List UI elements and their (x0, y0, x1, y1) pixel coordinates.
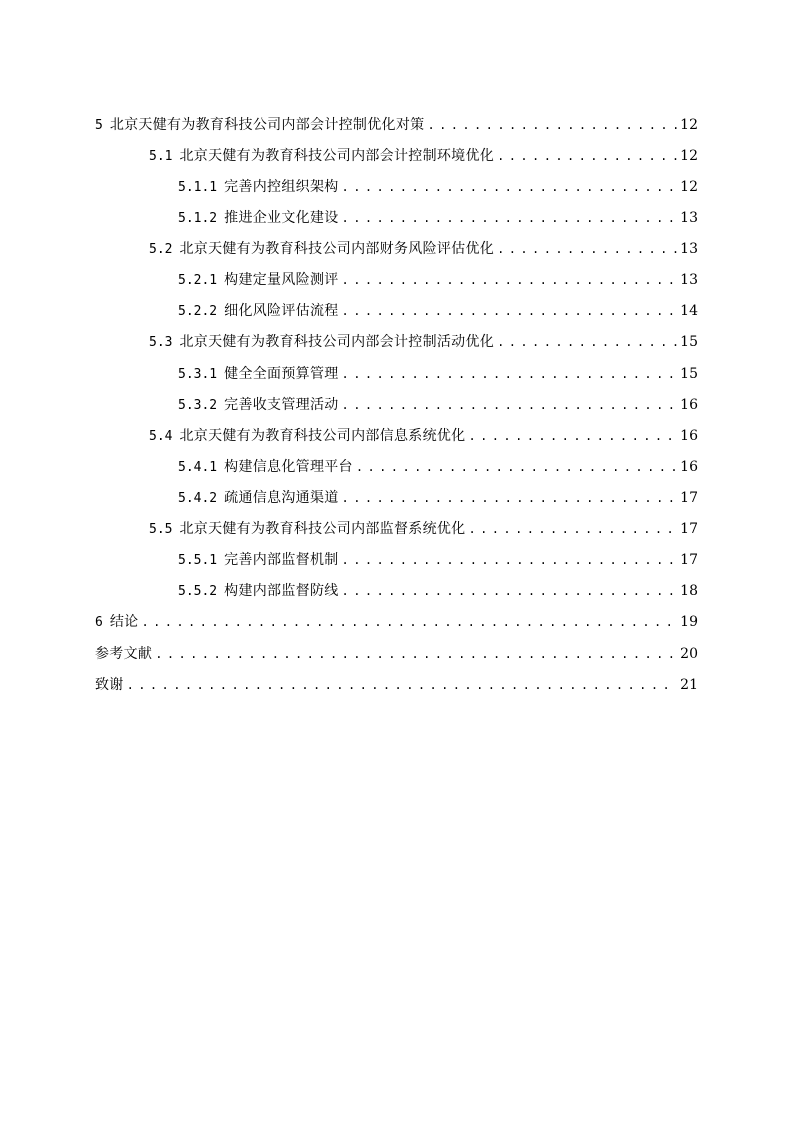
toc-title: 推进企业文化建设 (224, 210, 339, 226)
dot-leader (342, 362, 678, 386)
toc-page-number: 16 (680, 459, 698, 475)
toc-title: 构建定量风险测评 (224, 272, 339, 288)
dot-leader (342, 299, 678, 323)
toc-entry-6[interactable] (95, 610, 698, 634)
toc-entry-5-5[interactable] (149, 517, 698, 541)
dot-leader (342, 393, 678, 417)
toc-entry-5-5-2[interactable] (178, 579, 698, 603)
toc-title: 构建内部监督防线 (224, 583, 339, 599)
toc-number: 5.1 (149, 149, 173, 164)
toc-title: 细化风险评估流程 (224, 303, 339, 319)
toc-title: 构建信息化管理平台 (224, 459, 353, 475)
toc-number: 5.2.1 (178, 273, 218, 288)
toc-page-number: 15 (680, 366, 698, 382)
toc-page-number: 12 (680, 148, 698, 164)
toc-entry-5-3-2[interactable] (178, 393, 698, 417)
toc-number: 5.1.1 (178, 180, 218, 195)
dot-leader (468, 424, 677, 448)
toc-number: 5.5.2 (178, 584, 218, 599)
toc-number: 5.4.2 (178, 491, 218, 506)
toc-title: 致谢 (95, 677, 124, 693)
toc-page-number: 16 (680, 428, 698, 444)
toc-page-number: 13 (680, 241, 698, 257)
toc-number: 5.4.1 (178, 460, 218, 475)
toc-entry-5-1[interactable] (149, 144, 698, 168)
dot-leader (468, 517, 677, 541)
dot-leader (342, 579, 678, 603)
dot-leader (127, 673, 678, 697)
toc-entry-5-5-1[interactable] (178, 548, 698, 572)
toc-page-number: 18 (680, 583, 698, 599)
toc-page-number: 17 (680, 552, 698, 568)
dot-leader (342, 486, 678, 510)
toc-entry-5-3-1[interactable] (178, 362, 698, 386)
dot-leader (342, 206, 678, 230)
toc-number: 5.3 (149, 335, 173, 350)
toc-number: 5.3.1 (178, 367, 218, 382)
toc-number: 5 (95, 118, 103, 133)
toc-page-number: 17 (680, 490, 698, 506)
toc-page-number: 12 (680, 179, 698, 195)
toc-entry-5-4-2[interactable] (178, 486, 698, 510)
toc-title: 健全全面预算管理 (224, 366, 339, 382)
toc-page-number: 14 (680, 303, 698, 319)
toc-entry-5-2[interactable] (149, 237, 698, 261)
toc-page-number: 20 (680, 646, 698, 662)
toc-title: 参考文献 (95, 646, 153, 662)
toc-entry-5-2-1[interactable] (178, 268, 698, 292)
dot-leader (342, 548, 678, 572)
toc-title: 完善收支管理活动 (224, 397, 339, 413)
toc-title: 北京天健有为教育科技公司内部信息系统优化 (179, 428, 466, 444)
dot-leader (497, 144, 677, 168)
toc-title: 北京天健有为教育科技公司内部会计控制优化对策 (109, 117, 425, 133)
toc-number: 5.5.1 (178, 553, 218, 568)
toc-title: 北京天健有为教育科技公司内部监督系统优化 (179, 521, 466, 537)
toc-number: 5.2.2 (178, 304, 218, 319)
dot-leader (342, 268, 678, 292)
dot-leader (497, 237, 677, 261)
toc-entry-5-2-2[interactable] (178, 299, 698, 323)
toc-title: 北京天健有为教育科技公司内部财务风险评估优化 (179, 241, 495, 257)
toc-page-number: 17 (680, 521, 698, 537)
toc-title: 完善内控组织架构 (224, 179, 339, 195)
toc-number: 5.5 (149, 522, 173, 537)
toc-page-number: 13 (680, 272, 698, 288)
toc-title: 疏通信息沟通渠道 (224, 490, 339, 506)
dot-leader (141, 610, 677, 634)
dot-leader (427, 113, 677, 137)
dot-leader (342, 175, 678, 199)
dot-leader (356, 455, 677, 479)
toc-title: 北京天健有为教育科技公司内部会计控制活动优化 (179, 334, 495, 350)
toc-entry-references[interactable] (95, 642, 698, 666)
toc-number: 6 (95, 615, 103, 630)
dot-leader (497, 330, 677, 354)
toc-page-number: 21 (680, 677, 698, 693)
toc-entry-5-3[interactable] (149, 330, 698, 354)
toc-number: 5.3.2 (178, 398, 218, 413)
toc-page-number: 16 (680, 397, 698, 413)
toc-number: 5.1.2 (178, 211, 218, 226)
toc-entry-5-4-1[interactable] (178, 455, 698, 479)
toc-title: 结论 (109, 614, 139, 630)
toc-title: 北京天健有为教育科技公司内部会计控制环境优化 (179, 148, 495, 164)
toc-number: 5.4 (149, 429, 173, 444)
toc-entry-5-1-1[interactable] (178, 175, 698, 199)
toc-page-number: 15 (680, 334, 698, 350)
toc-page-number: 19 (680, 614, 698, 630)
toc-number: 5.2 (149, 242, 173, 257)
toc-entry-5[interactable] (95, 113, 698, 137)
toc-page-number: 12 (680, 117, 698, 133)
dot-leader (155, 642, 677, 666)
toc-entry-5-4[interactable] (149, 424, 698, 448)
toc-entry-acknowledgements[interactable] (95, 673, 698, 697)
toc-entry-5-1-2[interactable] (178, 206, 698, 230)
toc-page-number: 13 (680, 210, 698, 226)
toc-title: 完善内部监督机制 (224, 552, 339, 568)
